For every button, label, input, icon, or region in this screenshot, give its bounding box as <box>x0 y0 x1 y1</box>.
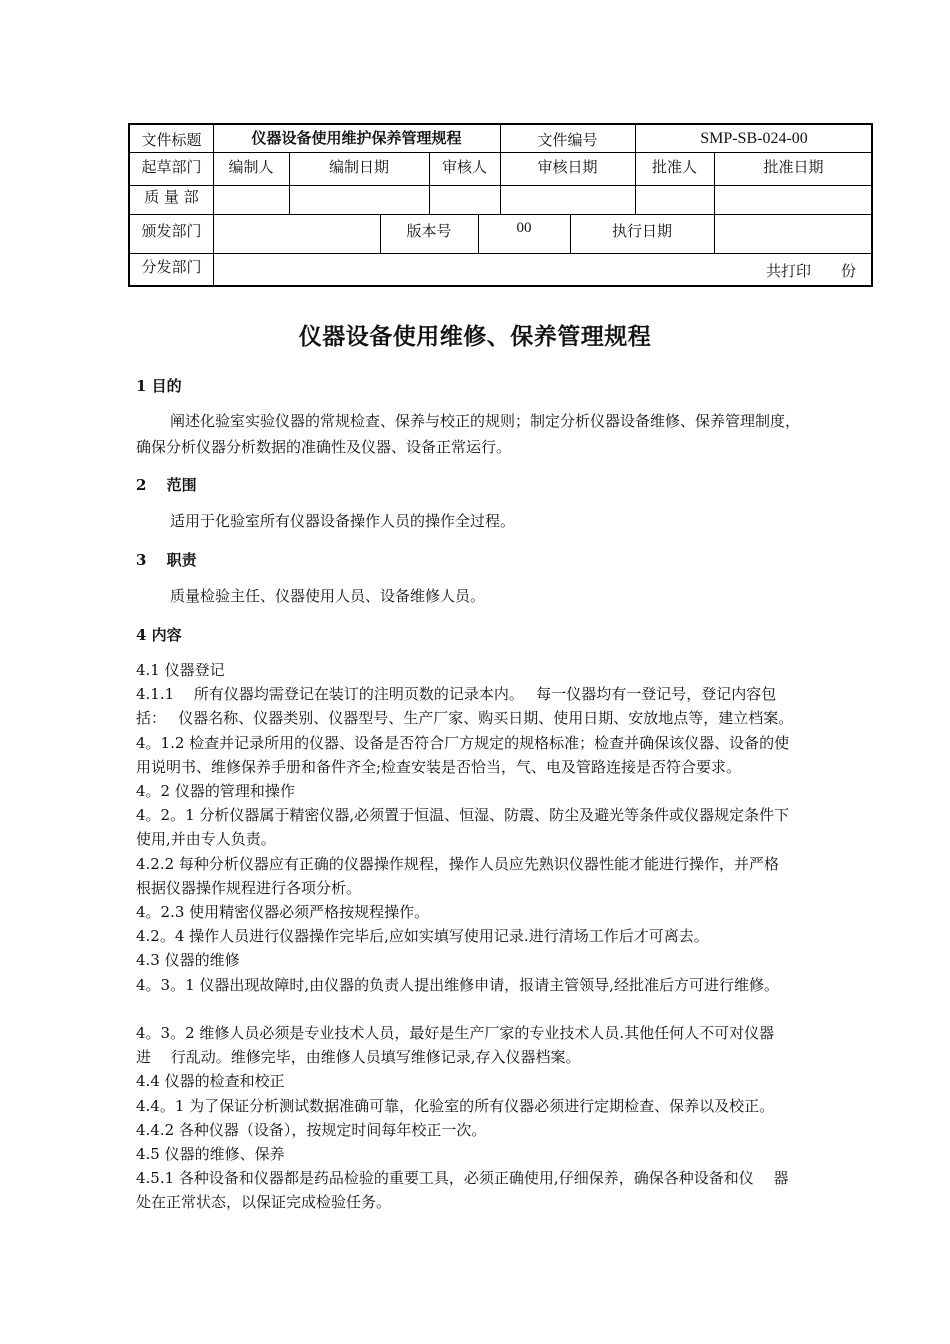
dept-value: 质 量 部 <box>144 188 199 206</box>
document-header-table <box>128 123 873 287</box>
content-line: 4.1.1 所有仪器均需登记在装订的注明页数的记录本内。 每一仪器均有一登记号，登记内容包 <box>136 685 777 704</box>
content-line: 4。3。1 仪器出现故障时,由仪器的负责人提出维修申请，报请主管领导,经批准后方可进行维修。 <box>136 975 779 994</box>
content-line: 处在正常状态，以保证完成检验任务。 <box>136 1193 392 1212</box>
content-line: 4.1 仪器登记 <box>136 661 225 679</box>
paragraph-line: 质量检验主任、仪器使用人员、设备维修人员。 <box>170 587 486 605</box>
approver-label: 批准人 <box>651 158 697 176</box>
content-line: 4.4。1 为了保证分析测试数据准确可靠，化验室的所有仪器必须进行定期检查、保养以及校正。 <box>136 1096 775 1115</box>
reviewer-label: 审核人 <box>441 158 487 176</box>
paragraph-line: 确保分析仪器分析数据的准确性及仪器、设备正常运行。 <box>136 438 512 456</box>
doc-number-value: SMP-SB-024-00 <box>700 130 808 147</box>
doc-number-label: 文件编号 <box>537 130 598 149</box>
version-value: 00 <box>516 220 532 236</box>
paragraph-line: 阐述化验室实验仪器的常规检查、保养与校正的规则；制定分析仪器设备维修、保养管理制度， <box>170 412 801 430</box>
content-line: 4.3 仪器的维修 <box>136 951 240 970</box>
section-heading: 2 范围 <box>136 476 197 494</box>
content-line: 4.2.2 每种分析仪器应有正确的仪器操作规程，操作人员应先熟识仪器性能才能进行操作，并严格 <box>136 854 779 873</box>
content-line: 用说明书、维修保养手册和备件齐全;检查安装是否恰当，气、电及管路连接是否符合要求。 <box>136 757 742 776</box>
approve-date-label: 批准日期 <box>763 158 824 176</box>
header-row <box>130 214 871 253</box>
author-label: 编制人 <box>228 158 274 176</box>
content-line: 根据仪器操作规程进行各项分析。 <box>136 878 362 897</box>
header-row <box>130 186 871 214</box>
content-line: 4。3。2 维修人员必须是专业技术人员，最好是生产厂家的专业技术人员.其他任何人不可对仪器 <box>136 1024 775 1042</box>
title-value: 仪器设备使用维护保养管理规程 <box>251 129 462 147</box>
review-date-label: 审核日期 <box>537 158 598 176</box>
issue-dept-label: 颁发部门 <box>141 222 202 240</box>
header-row <box>130 254 871 287</box>
dist-dept-label: 分发部门 <box>141 258 202 276</box>
section-heading: 3 职责 <box>136 551 197 569</box>
content-line: 进 行乱动。维修完毕，由维修人员填写维修记录,存入仪器档案。 <box>136 1048 581 1067</box>
print-count: 共打印 份 <box>765 262 856 280</box>
content-line: 4。2。1 分析仪器属于精密仪器,必须置于恒温、恒湿、防震、防尘及避光等条件或仪器规定条件下 <box>136 806 790 825</box>
content-line: 4。2 仪器的管理和操作 <box>136 782 295 800</box>
author-date-label: 编制日期 <box>328 158 389 176</box>
exec-date-label: 执行日期 <box>611 222 672 240</box>
content-line: 4.5 仪器的维修、保养 <box>136 1145 285 1163</box>
content-line: 4.2。4 操作人员进行仪器操作完毕后,应如实填写使用记录.进行清场工作后才可离去。 <box>136 927 709 946</box>
content-line: 4.5.1 各种设备和仪器都是药品检验的重要工具，必须正确使用,仔细保养，确保各种设备和仪 器 <box>136 1169 789 1188</box>
document-title: 仪器设备使用维修、保养管理规程 <box>298 323 652 350</box>
version-label: 版本号 <box>406 222 452 240</box>
draft-dept-label: 起草部门 <box>141 158 202 176</box>
header-row <box>130 125 871 153</box>
content-line: 4。1.2 检查并记录所用的仪器、设备是否符合厂方规定的规格标准；检查并确保该仪器、设备的使 <box>136 733 790 752</box>
content-line: 使用,并由专人负责。 <box>136 830 276 849</box>
section-heading: 1 目的 <box>136 377 182 395</box>
title-label: 文件标题 <box>141 130 202 149</box>
paragraph-line: 适用于化验室所有仪器设备操作人员的操作全过程。 <box>170 512 516 530</box>
header-row <box>130 153 871 185</box>
content-line: 4.4 仪器的检查和校正 <box>136 1072 285 1091</box>
section-heading: 4 内容 <box>136 626 182 644</box>
content-line: 括： 仪器名称、仪器类别、仪器型号、生产厂家、购买日期、使用日期、安放地点等，建立档案。 <box>136 709 794 728</box>
content-line: 4。2.3 使用精密仪器必须严格按规程操作。 <box>136 903 430 921</box>
content-line: 4.4.2 各种仪器（设备），按规定时间每年校正一次。 <box>136 1120 487 1139</box>
